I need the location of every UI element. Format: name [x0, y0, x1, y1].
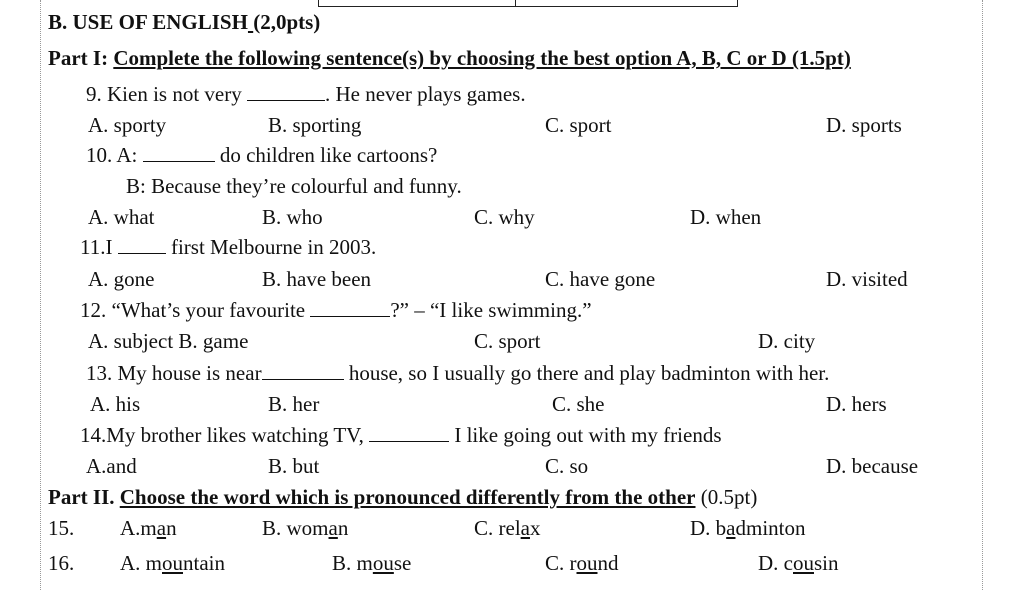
section-title-text: B. USE OF ENGLISH	[48, 10, 248, 34]
question-12	[80, 298, 592, 322]
q12-blank	[310, 298, 390, 317]
top-rule	[318, 6, 738, 7]
q13-option-a: A. his	[90, 392, 141, 416]
q16-c-sound: ou	[576, 551, 598, 575]
q16-a-post: ntain	[183, 551, 225, 575]
q10-blank	[143, 143, 215, 162]
q12-option-d: D. city	[758, 329, 816, 353]
part2-points: (0.5pt)	[700, 485, 758, 509]
question-11	[80, 235, 376, 259]
q15-option-b	[262, 516, 348, 540]
part1-instruction: Complete the following sentence(s) by choosing the best option A, B, C or D (1.5pt)	[113, 46, 851, 70]
q12-options-ab	[88, 329, 248, 353]
q16-d-post: sin	[814, 551, 839, 575]
q12-text-before: 12. “What’s your favourite	[80, 298, 306, 322]
q15-option-a	[120, 516, 177, 540]
q14-blank	[369, 423, 449, 442]
q16-b-pre: B. m	[332, 551, 373, 575]
q9-text-after: . He never plays games.	[324, 82, 526, 106]
q12-option-b: B. game	[178, 329, 249, 353]
top-tick-2	[515, 0, 516, 6]
q15-a-post: n	[166, 516, 177, 540]
q13-blank	[262, 361, 344, 380]
q9-text-before: 9. Kien is not very	[86, 82, 242, 106]
q15-b-pre: B. wom	[262, 516, 329, 540]
q10-response: B: Because they’re colourful and funny.	[126, 174, 462, 198]
q9-option-b: B. sporting	[268, 113, 362, 137]
q11-option-c: C. have gone	[545, 267, 656, 291]
q14-option-c: C. so	[545, 454, 589, 478]
top-tick-3	[737, 0, 738, 6]
q11-blank	[118, 235, 166, 254]
part1-label: Part I:	[48, 46, 109, 70]
part2-instruction: Choose the word which is pronounced differently from the other	[119, 485, 696, 509]
q12-option-c: C. sport	[474, 329, 541, 353]
q15-d-post: dminton	[735, 516, 806, 540]
q15-c-pre: C. rel	[474, 516, 521, 540]
q10-option-a: A. what	[88, 205, 155, 229]
q14-text-before: 14.My brother likes watching TV,	[80, 423, 364, 447]
q14-option-d: D. because	[826, 454, 919, 478]
q11-text-after: first Melbourne in 2003.	[170, 235, 377, 259]
q10-text-after: do children like cartoons?	[219, 143, 438, 167]
q15-d-pre: D. b	[690, 516, 727, 540]
q9-option-a: A. sporty	[88, 113, 167, 137]
q10-text-before: 10. A:	[86, 143, 138, 167]
question-13	[86, 361, 829, 385]
q13-option-c: C. she	[552, 392, 605, 416]
q15-d-sound: a	[726, 516, 736, 540]
q15-b-sound: a	[328, 516, 338, 540]
q15-a-pre: A.m	[120, 516, 157, 540]
q16-option-b	[332, 551, 411, 575]
q15-a-sound: a	[156, 516, 167, 540]
part2-heading	[48, 485, 757, 509]
q10-option-c: C. why	[474, 205, 535, 229]
q16-c-post: nd	[597, 551, 619, 575]
q13-option-b: B. her	[268, 392, 320, 416]
q16-b-sound: ou	[372, 551, 394, 575]
q13-text-before: 13. My house is near	[86, 361, 262, 385]
page-border-right	[982, 0, 983, 590]
q16-a-pre: A. m	[120, 551, 162, 575]
q9-option-d: D. sports	[826, 113, 902, 137]
q11-option-d: D. visited	[826, 267, 908, 291]
part2-label: Part II.	[48, 485, 115, 509]
q14-text-after: I like going out with my friends	[454, 423, 722, 447]
q15-option-c	[474, 516, 540, 540]
q14-option-a: A.and	[86, 454, 137, 478]
q11-text-before: 11.I	[80, 235, 113, 259]
q12-text-after: ?” – “I like swimming.”	[390, 298, 592, 322]
q16-option-a	[120, 551, 225, 575]
q15-c-post: x	[529, 516, 541, 540]
q10-option-b: B. who	[262, 205, 323, 229]
q9-blank	[247, 82, 325, 101]
q16-option-c	[545, 551, 619, 575]
q16-option-d	[758, 551, 839, 575]
section-title	[48, 10, 320, 34]
q15-number: 15.	[48, 516, 75, 540]
q13-option-d: D. hers	[826, 392, 887, 416]
question-10	[86, 143, 437, 167]
top-tick-1	[318, 0, 319, 6]
q11-option-b: B. have been	[262, 267, 372, 291]
q16-b-post: se	[393, 551, 412, 575]
q15-b-post: n	[337, 516, 349, 540]
question-9	[86, 82, 526, 106]
q14-option-b: B. but	[268, 454, 320, 478]
section-points: (2,0pts)	[253, 10, 321, 34]
q9-option-c: C. sport	[545, 113, 612, 137]
q16-d-pre: D. c	[758, 551, 793, 575]
q13-text-after: house, so I usually go there and play badminton with her.	[348, 361, 830, 385]
q15-option-d	[690, 516, 806, 540]
question-14	[80, 423, 722, 447]
q15-c-sound: a	[520, 516, 530, 540]
q12-option-a: A. subject	[88, 329, 174, 353]
q16-d-sound: ou	[793, 551, 814, 575]
part1-heading	[48, 46, 851, 70]
q16-c-pre: C. r	[545, 551, 577, 575]
q11-option-a: A. gone	[88, 267, 155, 291]
q10-option-d: D. when	[690, 205, 762, 229]
page-border-left	[40, 0, 41, 590]
q16-a-sound: ou	[162, 551, 183, 575]
q16-number: 16.	[48, 551, 75, 575]
